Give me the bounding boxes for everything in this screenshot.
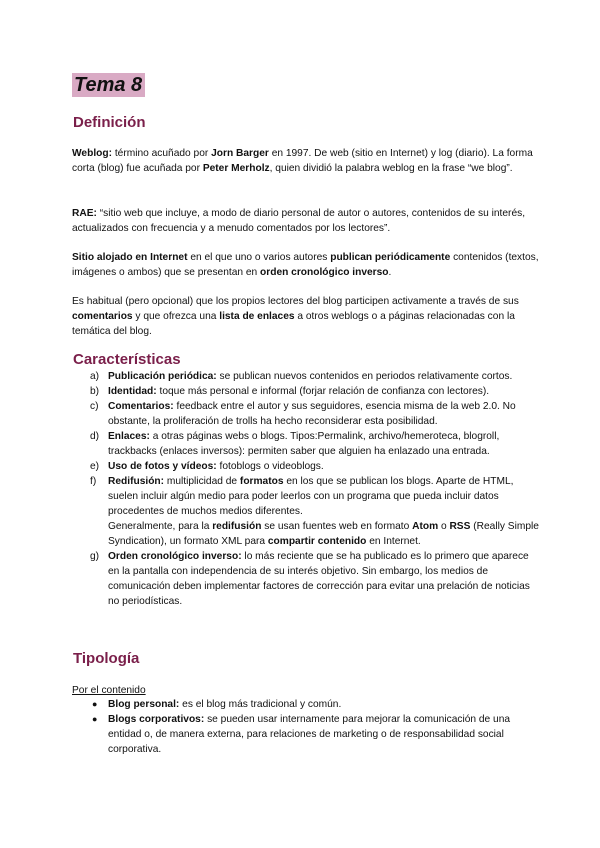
list-marker: f) <box>90 476 97 487</box>
list-item <box>90 384 540 399</box>
caracteristicas-list <box>90 369 540 609</box>
text-run: toque más personal e informal (forjar relación de confianza con lectores). <box>156 386 490 397</box>
list-marker: d) <box>90 431 100 442</box>
text-run: en 1997. De web (sitio en Internet) y log (diario). La forma corta (blog) fue acuñada por <box>72 148 533 174</box>
bold-text: Peter Merholz <box>202 163 270 174</box>
bold-text: Publicación periódica: <box>108 371 217 382</box>
bold-text: Blogs corporativos: <box>108 714 205 725</box>
bold-text: redifusión <box>212 521 262 532</box>
list-item <box>90 429 540 459</box>
section-heading-definicion: Definición <box>73 114 146 131</box>
bold-text: publican periódicamente <box>330 252 451 263</box>
list-marker: b) <box>90 386 100 397</box>
text-run: (Really Simple Syndication), un formato XML para <box>108 521 539 547</box>
list-marker: c) <box>90 401 99 412</box>
text-run: en los que se publican los blogs. Aparte de HTML, suelen incluir algún medio para poder leerlos con un programa que pueda incluir datos procedentes de muchos medios diferentes. <box>108 476 514 517</box>
list-item <box>90 549 540 609</box>
bold-text: RSS <box>449 521 471 532</box>
text-run: Es habitual (pero opcional) que los propios lectores del blog participen activamente a través de sus <box>72 296 519 307</box>
bold-text: Jorn Barger <box>211 148 269 159</box>
bold-text: Uso de fotos y vídeos: <box>108 461 217 472</box>
bold-text: Orden cronológico inverso: <box>108 551 242 562</box>
text-run: feedback entre el autor y sus seguidores, esencia misma de la web 2.0. No obstante, la proliferación de trolls ha hecho reconsiderar esta posibilidad. <box>108 401 516 427</box>
text-run: fotoblogs o videoblogs. <box>216 461 324 472</box>
paragraph-weblog <box>72 146 542 176</box>
bold-text: orden cronológico inverso <box>260 267 389 278</box>
list-item <box>90 459 540 474</box>
text-run: se pueden usar internamente para mejorar la comunicación de una entidad o, de manera externa, para relaciones de marketing o de responsabilidad social corporativa. <box>108 714 511 755</box>
bold-text: lista de enlaces <box>219 311 295 322</box>
list-item <box>90 369 540 384</box>
bold-text: Identidad: <box>108 386 157 397</box>
text-run: lo más reciente que se ha publicado es lo primero que aparece en la pantalla con independencia de su interés objetivo. Sin embargo, los medios de comunicación deben implementar factores de corrección para evitar una prelación de noticias no periodísticas. <box>108 551 530 607</box>
list-item <box>90 399 540 429</box>
text-run: término acuñado por <box>112 148 212 159</box>
page-title: Tema 8 <box>72 73 145 97</box>
bold-text: Weblog: <box>72 148 112 159</box>
text-run: contenidos (textos, imágenes o ambos) que se presentan en <box>72 252 539 278</box>
text-run: a otras páginas webs o blogs. Tipos:Permalink, archivo/hemeroteca, blogroll, trackbacks (enlaces inversos): permiten saber que alguien ha enlazado una entrada. <box>108 431 500 457</box>
text-run: y que ofrezca una <box>132 311 220 322</box>
list-marker: a) <box>90 371 100 382</box>
list-marker: g) <box>90 551 100 562</box>
text-run: es el blog más tradicional y común. <box>179 699 342 710</box>
list-item <box>90 712 540 757</box>
bold-text: Redifusión: <box>108 476 165 487</box>
tipologia-list <box>90 697 540 757</box>
paragraph-rae <box>72 206 542 236</box>
section-heading-tipologia: Tipología <box>73 650 140 667</box>
list-item <box>90 697 540 712</box>
section-heading-caracteristicas: Características <box>73 351 181 368</box>
text-run: en el que uno o varios autores <box>187 252 331 263</box>
bold-text: Atom <box>412 521 439 532</box>
text-run: multiplicidad de <box>164 476 240 487</box>
list-marker: ● <box>92 714 98 724</box>
text-run: o <box>438 521 450 532</box>
bold-text: Comentarios: <box>108 401 174 412</box>
list-marker: ● <box>92 699 98 709</box>
text-run: , quien dividió la palabra weblog en la frase “we blog”. <box>269 163 513 174</box>
bold-text: RAE: <box>72 208 97 219</box>
text-run: Generalmente, para la <box>108 521 213 532</box>
list-marker: e) <box>90 461 100 472</box>
paragraph-comentarios <box>72 294 542 339</box>
bold-text: Enlaces: <box>108 431 150 442</box>
paragraph-sitio <box>72 250 542 280</box>
text-run: se publican nuevos contenidos en periodos relativamente cortos. <box>216 371 513 382</box>
bold-text: Blog personal: <box>108 699 180 710</box>
text-run: “sitio web que incluye, a modo de diario personal de autor o autores, contenidos de su interés, actualizados con frecuencia y a menudo comentados por los lectores”. <box>72 208 526 234</box>
text-run: se usan fuentes web en formato <box>261 521 413 532</box>
bold-text: formatos <box>239 476 284 487</box>
bold-text: Sitio alojado en Internet <box>72 252 188 263</box>
subheading-por-el-contenido: Por el contenido <box>72 685 146 696</box>
bold-text: compartir contenido <box>267 536 367 547</box>
bold-text: comentarios <box>72 311 133 322</box>
text-run: . <box>388 267 392 278</box>
list-item <box>90 474 540 549</box>
text-run: en Internet. <box>366 536 421 547</box>
text-run: a otros weblogs o a páginas relacionadas con la temática del blog. <box>72 311 515 337</box>
